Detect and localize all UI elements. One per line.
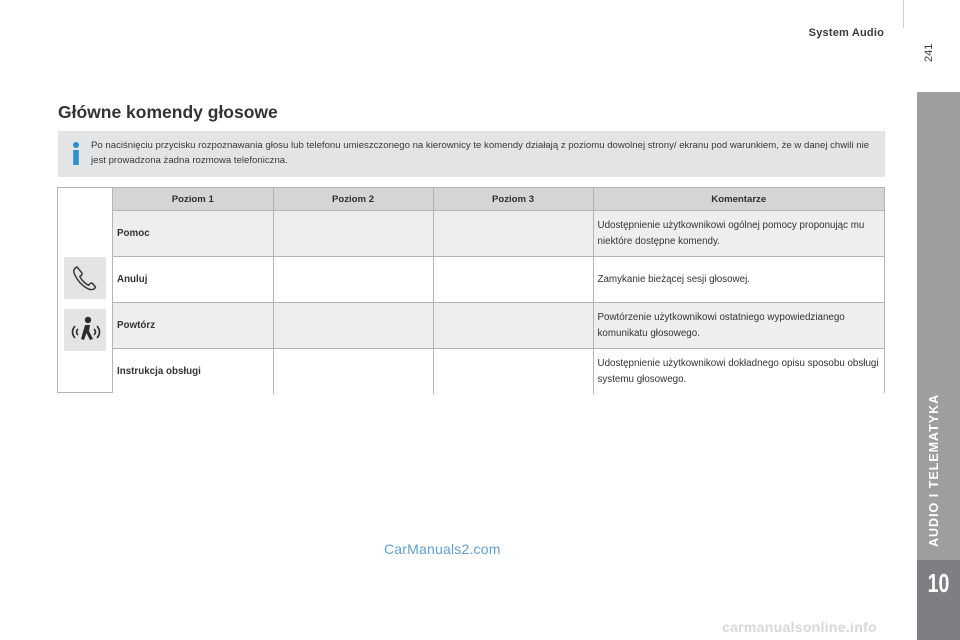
voice-commands-table: [113, 188, 884, 394]
voice-recognition-icon: [64, 309, 106, 351]
command-level-3: [433, 349, 593, 395]
chapter-side-tab: [917, 92, 960, 640]
command-level-2: [273, 211, 433, 257]
voice-commands-table-frame: [57, 187, 885, 393]
table-row: [113, 349, 884, 395]
info-note: [58, 131, 885, 177]
chapter-side-tab-label: AUDIO I TELEMATYKA: [927, 393, 941, 547]
command-level-3: [433, 303, 593, 349]
column-header-level-1: Poziom 1: [113, 188, 273, 211]
command-level-2: [273, 349, 433, 395]
header-section-title: System Audio: [808, 27, 884, 39]
command-level-3: [433, 211, 593, 257]
phone-icon-tile: [64, 257, 106, 299]
chapter-number-box: [917, 560, 960, 640]
command-level-2: [273, 303, 433, 349]
table-row: [113, 257, 884, 303]
column-header-comments: Komentarze: [593, 188, 884, 211]
info-icon: [68, 141, 84, 167]
command-level-1: Pomoc: [113, 211, 273, 257]
watermark-link-carmanuals2[interactable]: CarManuals2.com: [384, 541, 501, 557]
voice-recognition-icon-tile: [64, 309, 106, 351]
command-level-2: [273, 257, 433, 303]
table-row: [113, 211, 884, 257]
command-comment: Udostępnienie użytkownikowi ogólnej pomocy proponując mu niektóre dostępne komendy.: [593, 211, 884, 257]
table-header-row: [113, 188, 884, 211]
table-icon-column: [58, 188, 113, 392]
command-level-1: Powtórz: [113, 303, 273, 349]
command-level-1: Instrukcja obsługi: [113, 349, 273, 395]
table-row: [113, 303, 884, 349]
section-title: Główne komendy głosowe: [58, 102, 278, 122]
column-header-level-3: Poziom 3: [433, 188, 593, 211]
column-header-level-2: Poziom 2: [273, 188, 433, 211]
command-comment: Udostępnienie użytkownikowi dokładnego opisu sposobu obsługi systemu głosowego.: [593, 349, 884, 395]
info-note-text: Po naciśnięciu przycisku rozpoznawania głosu lub telefonu umieszczonego na kierownicy te komendy działają z poziomu dowolnej strony/ ekranu pod warunkiem, że w danej chwili nie jest prowadzona żadna rozmowa telefoniczna.: [91, 140, 870, 166]
command-level-1: Anuluj: [113, 257, 273, 303]
command-comment: Zamykanie bieżącej sesji głosowej.: [593, 257, 884, 303]
phone-icon: [64, 257, 106, 299]
header-divider: [903, 0, 904, 28]
page-number: 241: [923, 43, 935, 62]
command-level-3: [433, 257, 593, 303]
command-comment: Powtórzenie użytkownikowi ostatniego wypowiedzianego komunikatu głosowego.: [593, 303, 884, 349]
watermark-carmanualsonline: carmanualsonline.info: [722, 619, 877, 635]
chapter-number: 10: [927, 568, 950, 598]
